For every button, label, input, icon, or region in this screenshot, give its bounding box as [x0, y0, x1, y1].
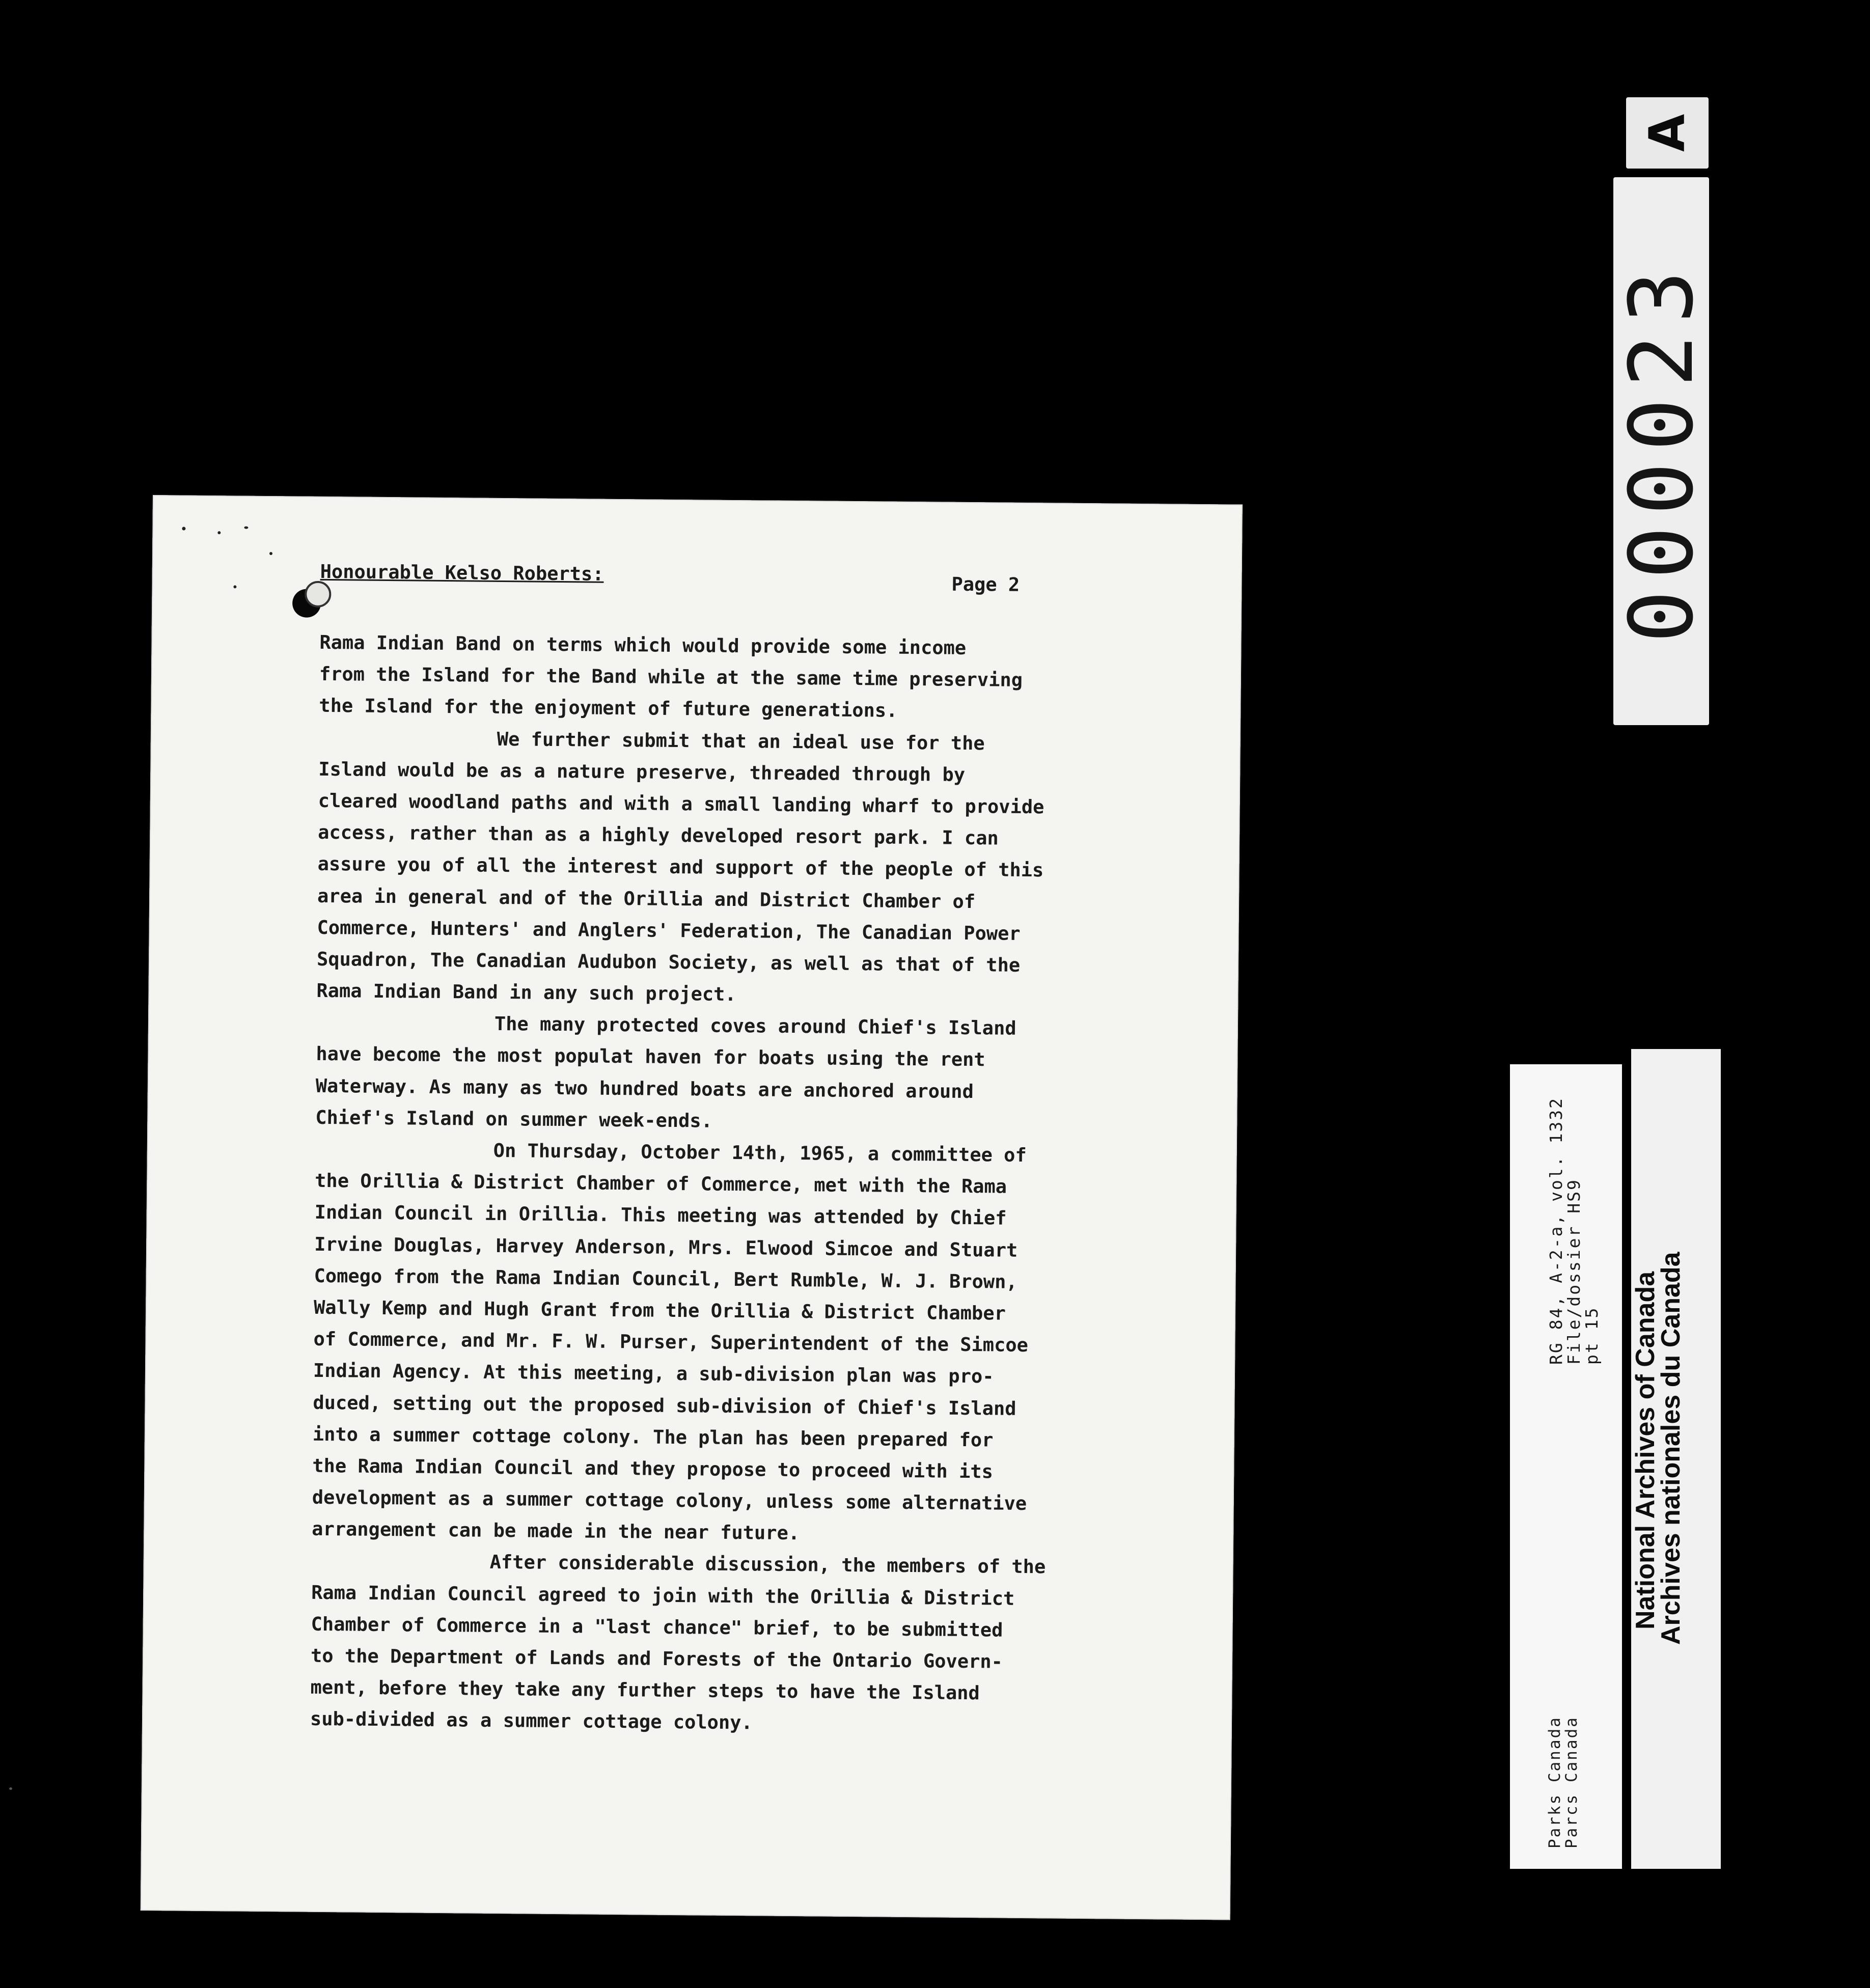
page-number-label: Page 2: [951, 573, 1020, 596]
agency-name-en: Parks Canada: [1546, 1716, 1564, 1848]
body-line: Rama Indian Band in any such project.: [316, 979, 736, 1006]
frame-letter: A: [1638, 114, 1696, 152]
body-line: the Orillia & District Chamber of Commerce, met with the Rama: [315, 1170, 1007, 1198]
frame-number: 000023: [1610, 259, 1713, 643]
body-line: ment, before they take any further steps to have the Island: [310, 1676, 980, 1704]
body-line: Irvine Douglas, Harvey Anderson, Mrs. Elwood Simcoe and Stuart: [314, 1233, 1018, 1261]
body-line: Rama Indian Band on terms which would provide some income: [319, 631, 967, 659]
body-line: sub-divided as a summer cottage colony.: [310, 1708, 753, 1734]
body-line: into a summer cottage colony. The plan has been prepared for: [312, 1423, 994, 1451]
body-line: We further submit that an ideal use for the: [497, 728, 985, 754]
body-line: Rama Indian Council agreed to join with the Orillia & District: [311, 1581, 1015, 1610]
body-line: to the Department of Lands and Forests of the Ontario Govern-: [310, 1644, 1003, 1673]
dust-speck: [244, 527, 248, 529]
body-line: duced, setting out the proposed sub-division of Chief's Island: [313, 1391, 1016, 1420]
body-line: Waterway. As many as two hundred boats are anchored around: [315, 1074, 974, 1102]
body-line: the Rama Indian Council and they propose to proceed with its: [312, 1454, 994, 1483]
body-line: On Thursday, October 14th, 1965, a committee of: [493, 1139, 1027, 1167]
body-line: arrangement can be made in the near future.: [312, 1518, 800, 1544]
dust-speck: [217, 531, 221, 534]
body-line: After considerable discussion, the members of the: [489, 1551, 1046, 1578]
body-line: access, rather than as a highly developed resort park. I can: [318, 821, 999, 849]
body-line: from the Island for the Band while at the same time preserving: [319, 663, 1023, 692]
reference-line-1: RG 84, A-2-a, vol. 1332: [1546, 1097, 1566, 1365]
frame-letter-label: [1626, 97, 1709, 169]
body-line: Comego from the Rama Indian Council, Bert Rumble, W. J. Brown,: [314, 1264, 1018, 1293]
dust-speck: [182, 527, 185, 531]
body-line: development as a summer cottage colony, unless some alternative: [312, 1486, 1027, 1515]
body-line: assure you of all the interest and support of the people of this: [317, 853, 1044, 881]
body-line: have become the most populat haven for boats using the rent: [316, 1043, 985, 1071]
film-speck: [9, 1787, 12, 1790]
body-line: Wally Kemp and Hugh Grant from the Orillia & District Chamber: [313, 1296, 1006, 1324]
frame-number-label: [1610, 177, 1713, 725]
letter-body: [310, 627, 1186, 1743]
body-line: Indian Council in Orillia. This meeting was attended by Chief: [314, 1201, 1007, 1230]
reference-line-2: File/dossier HS9: [1564, 1178, 1584, 1365]
body-line: The many protected coves around Chief's Island: [494, 1013, 1016, 1040]
body-line: Chamber of Commerce in a "last chance" brief, to be submitted: [311, 1613, 1003, 1641]
addressee-heading: Honourable Kelso Roberts:: [320, 560, 604, 585]
body-line: Chief's Island on summer week-ends.: [315, 1106, 713, 1132]
body-line: the Island for the enjoyment of future generations.: [319, 695, 898, 722]
document-page: [141, 495, 1243, 1920]
agency-name-fr: Parcs Canada: [1562, 1716, 1581, 1848]
letter-header: [320, 561, 1196, 599]
body-line: area in general and of the Orillia and District Chamber of: [317, 885, 976, 913]
archive-name-fr: Archives nationales du Canada: [1656, 1252, 1686, 1645]
body-line: Commerce, Hunters' and Anglers' Federation, The Canadian Power: [317, 916, 1021, 945]
body-line: Indian Agency. At this meeting, a sub-division plan was pro-: [313, 1360, 994, 1388]
dust-speck: [269, 552, 272, 555]
dust-speck: [233, 585, 236, 588]
body-line: Squadron, The Canadian Audubon Society, as well as that of the: [316, 948, 1021, 976]
archive-name-en: National Archives of Canada: [1631, 1271, 1660, 1630]
reference-line-3: pt 15: [1582, 1306, 1602, 1365]
body-line: cleared woodland paths and with a small landing wharf to provide: [318, 789, 1044, 818]
body-line: Island would be as a nature preserve, threaded through by: [318, 758, 966, 786]
body-line: of Commerce, and Mr. F. W. Purser, Superintendent of the Simcoe: [313, 1328, 1029, 1357]
